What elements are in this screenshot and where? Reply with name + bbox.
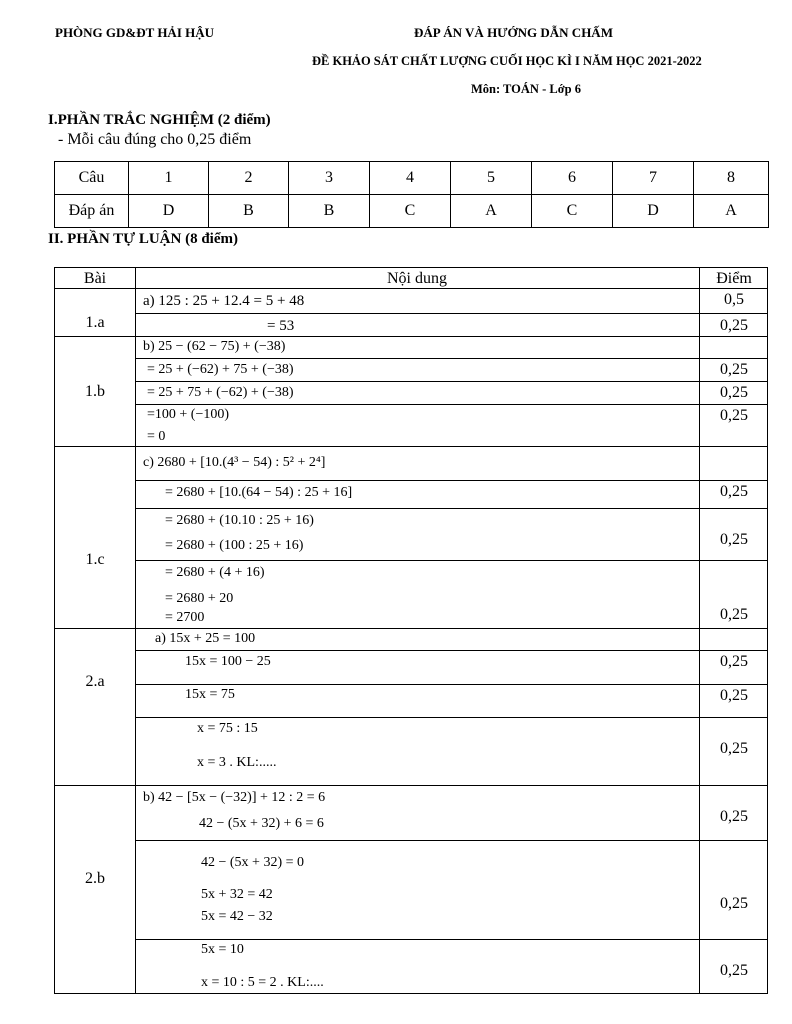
solution-line: 5x + 32 = 42 xyxy=(201,887,273,902)
row-divider xyxy=(135,840,767,841)
row-divider xyxy=(135,480,767,481)
part1-heading: I.PHẦN TRẮC NGHIỆM (2 điểm) xyxy=(48,112,271,128)
bai-label: 2.a xyxy=(85,673,105,690)
score-value: 0,25 xyxy=(720,740,748,757)
score-value: 0,25 xyxy=(720,687,748,704)
row-divider xyxy=(135,358,767,359)
bai-label: 1.a xyxy=(85,314,105,331)
row-divider xyxy=(135,684,767,685)
header-bai: Bài xyxy=(83,270,107,287)
row-divider xyxy=(135,560,767,561)
question-number: 7 xyxy=(613,162,694,195)
answer-letter: A xyxy=(694,195,769,228)
answer-letter: C xyxy=(532,195,613,228)
question-number: 3 xyxy=(289,162,370,195)
solution-line: c) 2680 + [10.(4³ − 54) : 5² + 2⁴] xyxy=(143,455,326,470)
answer-letter: B xyxy=(209,195,289,228)
question-number: 6 xyxy=(532,162,613,195)
row-divider xyxy=(135,313,767,314)
answer-letter: C xyxy=(370,195,451,228)
score-value: 0,25 xyxy=(720,808,748,825)
solution-line: = 53 xyxy=(267,318,295,334)
quiz-question-row xyxy=(55,162,769,195)
solution-line: =100 + (−100) xyxy=(147,407,230,422)
solution-line: a) 125 : 25 + 12.4 = 5 + 48 xyxy=(143,293,305,309)
score-value: 0,25 xyxy=(720,317,748,334)
solution-line: = 2680 + (4 + 16) xyxy=(165,565,265,580)
score-value: 0,25 xyxy=(720,653,748,670)
row-divider xyxy=(55,288,767,289)
row-divider xyxy=(55,446,767,447)
row-divider xyxy=(135,381,767,382)
score-value: 0,25 xyxy=(720,606,748,623)
column-divider xyxy=(135,268,136,993)
solution-line: x = 75 : 15 xyxy=(197,721,258,736)
solution-line: 15x = 75 xyxy=(185,687,235,702)
bai-label: 1.b xyxy=(85,383,105,400)
solution-line: b) 25 − (62 − 75) + (−38) xyxy=(143,339,286,354)
solution-line: 5x = 10 xyxy=(201,942,244,957)
solution-line: = 25 + (−62) + 75 + (−38) xyxy=(147,362,294,377)
subject-line: Môn: TOÁN - Lớp 6 xyxy=(471,82,581,96)
row-divider xyxy=(55,628,767,629)
solution-line: = 2680 + [10.(64 − 54) : 25 + 16] xyxy=(165,485,353,500)
score-value: 0,5 xyxy=(724,291,744,308)
header-score: Điểm xyxy=(716,270,752,287)
row-divider xyxy=(55,785,767,786)
score-value: 0,25 xyxy=(720,407,748,424)
solution-line: x = 3 . KL:..... xyxy=(197,755,277,770)
question-number: 1 xyxy=(129,162,209,195)
department-name: PHÒNG GD&ĐT HẢI HẬU xyxy=(55,25,215,40)
solution-line: 42 − (5x + 32) + 6 = 6 xyxy=(199,816,324,831)
solution-line: 15x = 100 − 25 xyxy=(185,654,271,669)
question-number: 8 xyxy=(694,162,769,195)
solution-line: 42 − (5x + 32) = 0 xyxy=(201,855,305,870)
score-value: 0,25 xyxy=(720,361,748,378)
solution-line: x = 10 : 5 = 2 . KL:.... xyxy=(201,975,324,990)
bai-label: 2.b xyxy=(85,870,105,887)
solution-line: = 0 xyxy=(147,429,166,444)
answer-letter: A xyxy=(451,195,532,228)
solution-line: = 2680 + (100 : 25 + 16) xyxy=(165,538,304,553)
row-label-answer: Đáp án xyxy=(55,195,129,228)
score-value: 0,25 xyxy=(720,962,748,979)
question-number: 4 xyxy=(370,162,451,195)
quiz-answer-row xyxy=(55,195,769,228)
solution-line: = 2700 xyxy=(165,610,205,625)
solution-line: = 25 + 75 + (−62) + (−38) xyxy=(147,385,294,400)
solution-line: b) 42 − [5x − (−32)] + 12 : 2 = 6 xyxy=(143,790,326,805)
score-value: 0,25 xyxy=(720,531,748,548)
solution-line: 5x = 42 − 32 xyxy=(201,909,273,924)
row-divider xyxy=(55,336,767,337)
row-divider xyxy=(135,404,767,405)
question-number: 2 xyxy=(209,162,289,195)
quiz-answer-table xyxy=(54,161,769,228)
score-value: 0,25 xyxy=(720,895,748,912)
answer-letter: D xyxy=(129,195,209,228)
question-number: 5 xyxy=(451,162,532,195)
score-value: 0,25 xyxy=(720,384,748,401)
solution-line: = 2680 + 20 xyxy=(165,591,234,606)
row-label-question: Câu xyxy=(55,162,129,195)
document-title: ĐÁP ÁN VÀ HƯỚNG DẪN CHẤM xyxy=(414,25,613,40)
part1-note: - Mỗi câu đúng cho 0,25 điểm xyxy=(58,131,252,148)
solution-line: a) 15x + 25 = 100 xyxy=(155,631,256,646)
bai-label: 1.c xyxy=(85,551,105,568)
row-divider xyxy=(135,508,767,509)
header-content: Nội dung xyxy=(387,270,447,287)
solution-line: = 2680 + (10.10 : 25 + 16) xyxy=(165,513,314,528)
row-divider xyxy=(135,939,767,940)
answer-letter: D xyxy=(613,195,694,228)
part2-heading: II. PHẦN TỰ LUẬN (8 điểm) xyxy=(48,231,238,247)
essay-answer-table xyxy=(54,267,768,994)
row-divider xyxy=(135,717,767,718)
row-divider xyxy=(135,650,767,651)
answer-letter: B xyxy=(289,195,370,228)
exam-subtitle: ĐỀ KHẢO SÁT CHẤT LƯỢNG CUỐI HỌC KÌ I NĂM HỌC 2021-2022 xyxy=(312,54,702,68)
score-value: 0,25 xyxy=(720,483,748,500)
